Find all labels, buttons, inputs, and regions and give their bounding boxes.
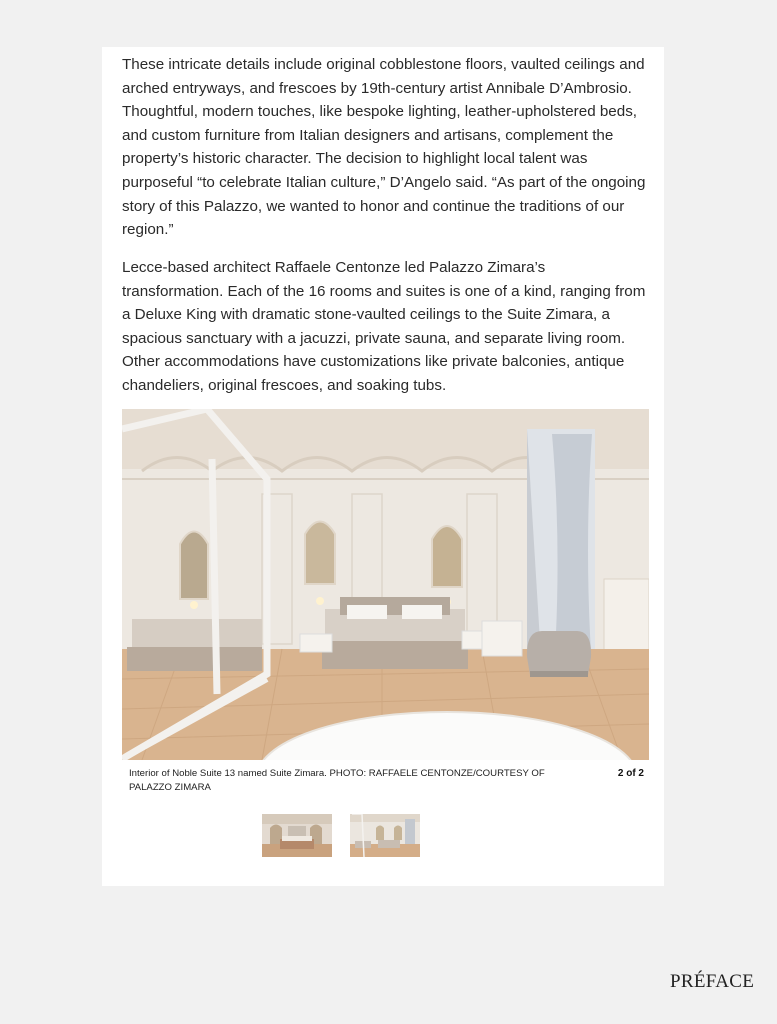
- article-card: [102, 47, 664, 886]
- gallery-thumbnail-1[interactable]: [262, 814, 332, 857]
- gallery-counter: 2 of 2: [617, 768, 644, 779]
- article-paragraph-2: Lecce-based architect Raffaele Centonze led Palazzo Zimara’s transformation. Each of the 16 rooms and suites is one of a kind, ranging from a Deluxe King with dramatic stone-vaulted ceilings to the Suite Zimara, a spacious sanctuary with a jacuzzi, private sauna, and separate living room. Other accommodations have customizations like private balconies, antique chandeliers, original frescoes, and soaking tubs.: [122, 259, 646, 394]
- gallery-main-photo[interactable]: [122, 409, 649, 760]
- article-paragraph-1: These intricate details include original cobblestone floors, vaulted ceilings and arched entryways, and frescoes by 19th-century artist Annibale D’Ambrosio. Thoughtful, modern touches, like bespoke lighting, leather-upholstered beds, and custom furniture from Italian designers and artisans, complement the property’s historic character. The decision to highlight local talent was purposeful “to celebrate Italian culture,” D’Angelo said. “As part of the ongoing story of this Palazzo, we wanted to honor and continue the traditions of our region.”: [122, 56, 646, 239]
- gallery-thumbnail-2[interactable]: [350, 814, 420, 857]
- brand-logo: PRÉFACE: [670, 971, 755, 992]
- gallery-caption: Interior of Noble Suite 13 named Suite Zimara. PHOTO: RAFFAELE CENTONZE/COURTESY OF PALAZZO ZIMARA: [129, 768, 545, 793]
